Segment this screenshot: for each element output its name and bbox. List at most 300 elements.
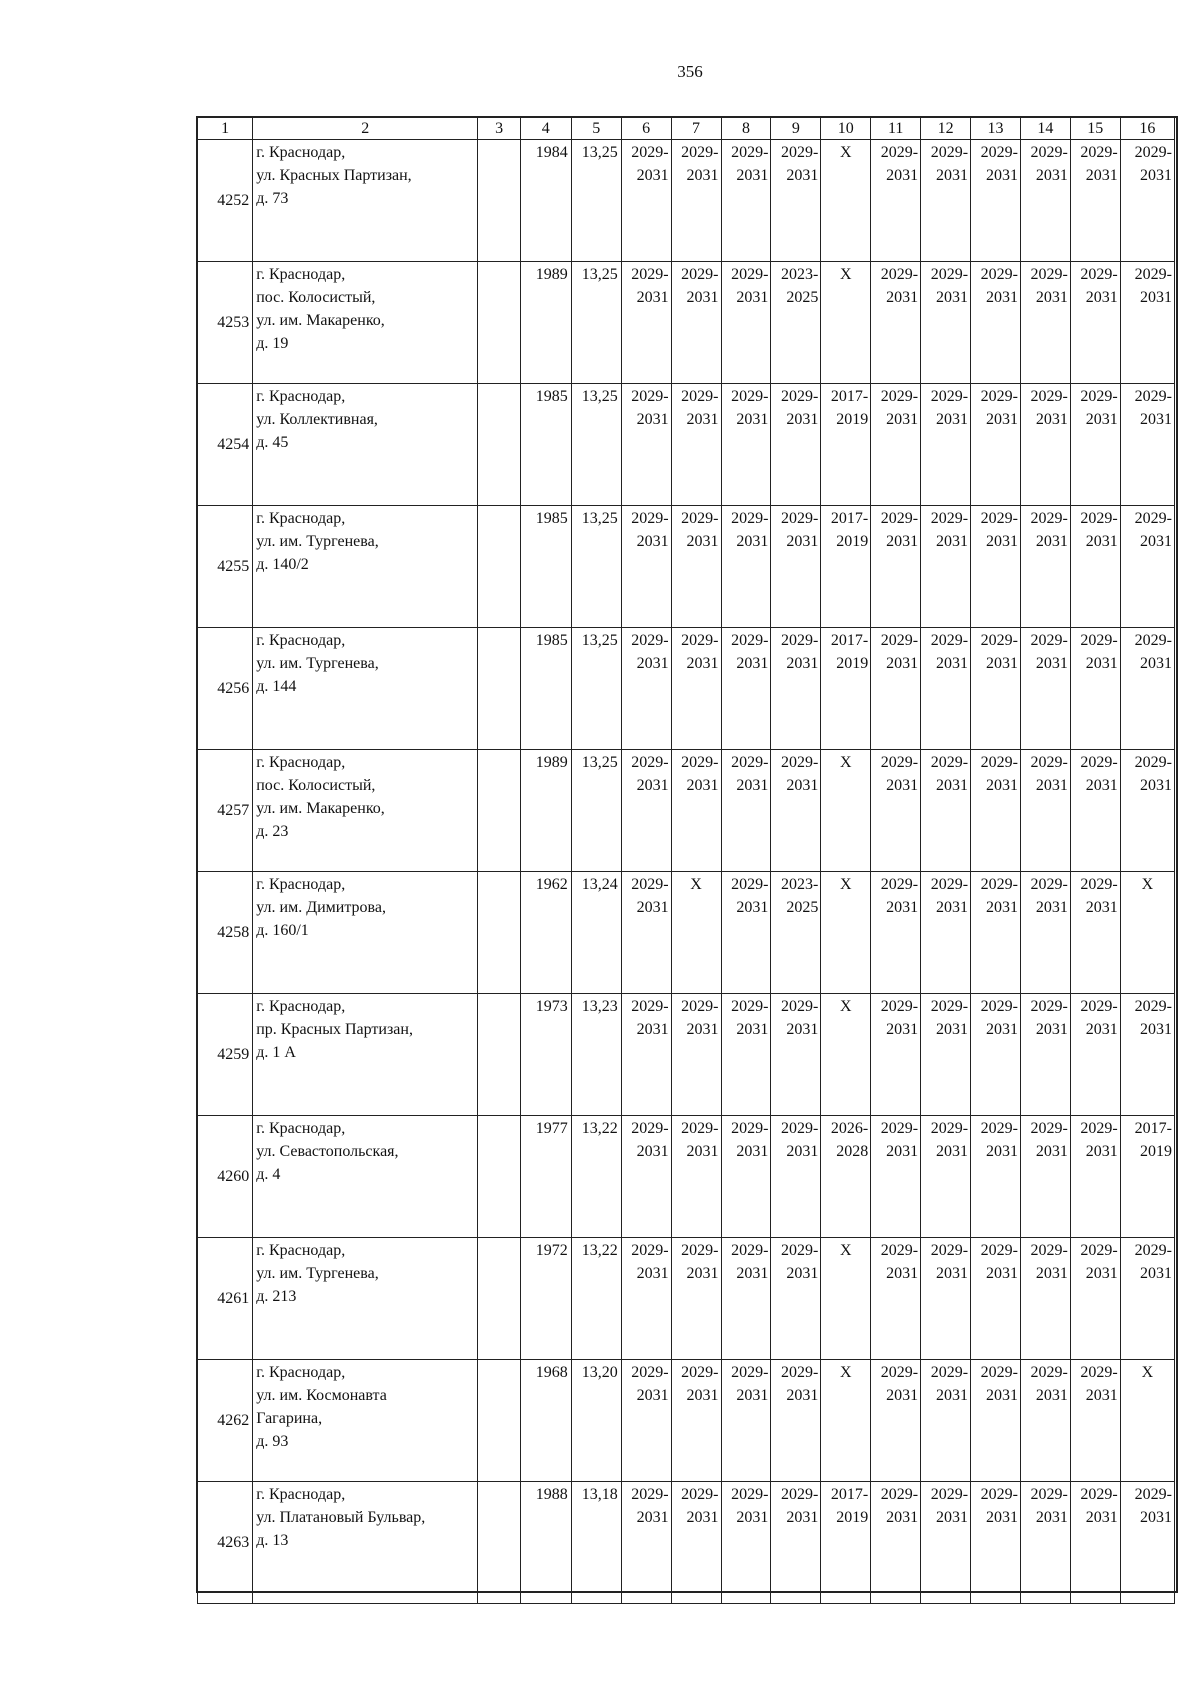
period-line: 2029- [731, 388, 769, 405]
period-line: 2031 [786, 1387, 819, 1404]
period-line: 2029- [1030, 1242, 1068, 1259]
address-line: г. Краснодар, [256, 1364, 346, 1381]
year-cell: 1972 [520, 1238, 571, 1360]
period-line: 2029- [780, 754, 819, 771]
period-line: 2029- [980, 754, 1018, 771]
address-line: ул. им. Тургенева, [256, 1265, 379, 1282]
period-line: 2031 [886, 1021, 919, 1038]
row-number: 4255 [198, 506, 253, 628]
period-line: 2031 [1035, 411, 1068, 428]
period-line: 2025 [786, 899, 819, 916]
period-line: 2031 [936, 899, 969, 916]
address-line: г. Краснодар, [256, 388, 346, 405]
period-line: 2029- [731, 1364, 769, 1381]
period-cell [621, 994, 671, 1116]
period-line: 2031 [985, 1143, 1018, 1160]
period-line: 2029- [780, 144, 819, 161]
value-cell: 13,25 [571, 140, 621, 262]
table-row [198, 872, 1175, 994]
period-line: 2029- [1080, 510, 1118, 527]
period-line: 2031 [786, 411, 819, 428]
period-line: 2031 [1140, 1509, 1172, 1526]
period-cell [971, 140, 1021, 262]
period-line: 2029- [1030, 998, 1068, 1015]
period-line: 2031 [1035, 777, 1068, 794]
period-line: 2029- [1080, 876, 1118, 893]
address-cell [253, 628, 478, 750]
period-line: 2031 [736, 1387, 769, 1404]
period-cell [621, 872, 671, 994]
address-line: д. 213 [256, 1288, 297, 1305]
period-cell [1020, 994, 1070, 1116]
empty-cell [478, 384, 520, 506]
column-header: 8 [721, 118, 771, 140]
period-cell-x: X [821, 750, 871, 872]
period-cell [921, 506, 971, 628]
address-line: пр. Красных Партизан, [256, 1021, 413, 1038]
period-cell [871, 140, 921, 262]
period-cell [1020, 628, 1070, 750]
period-line: 2029- [681, 266, 719, 283]
period-line: 2031 [1085, 655, 1118, 672]
period-cell [871, 506, 921, 628]
period-line: 2031 [985, 655, 1018, 672]
year-cell: 1977 [520, 1116, 571, 1238]
period-cell [771, 262, 821, 384]
period-cell [921, 994, 971, 1116]
period-line: 2031 [936, 1387, 969, 1404]
period-line: 2031 [1035, 167, 1068, 184]
address-line: г. Краснодар, [256, 1486, 346, 1503]
column-header: 15 [1070, 118, 1120, 140]
period-line: 2029- [1134, 266, 1172, 283]
year-cell: 1985 [520, 628, 571, 750]
period-line: 2029- [1134, 632, 1172, 649]
period-cell [671, 384, 721, 506]
row-number: 4257 [198, 750, 253, 872]
period-line: 2029- [731, 998, 769, 1015]
table-row [198, 262, 1175, 384]
address-line: ул. им. Космонавта [256, 1387, 387, 1404]
period-cell [771, 1116, 821, 1238]
column-header: 10 [821, 118, 871, 140]
period-line: 2031 [736, 1509, 769, 1526]
period-line: 2029- [930, 144, 969, 161]
period-cell [621, 1238, 671, 1360]
period-line: 2029- [631, 144, 669, 161]
period-line: 2029- [980, 388, 1018, 405]
period-line: 2029- [1030, 876, 1068, 893]
period-line: 2029- [780, 510, 819, 527]
period-cell [971, 994, 1021, 1116]
register-table [197, 117, 1175, 1604]
period-line: 2031 [1085, 289, 1118, 306]
period-cell [821, 628, 871, 750]
column-header: 1 [198, 118, 253, 140]
address-line: пос. Колосистый, [256, 777, 376, 794]
value-cell: 13,18 [571, 1482, 621, 1604]
period-line: 2019 [836, 411, 869, 428]
table-row [198, 1116, 1175, 1238]
period-line: 2031 [636, 777, 669, 794]
period-cell [671, 628, 721, 750]
period-line: 2031 [886, 411, 919, 428]
period-line: 2029- [1080, 632, 1118, 649]
period-cell [771, 384, 821, 506]
period-line: 2029- [681, 1486, 719, 1503]
period-line: 2031 [1035, 1387, 1068, 1404]
period-cell [671, 1482, 721, 1604]
address-line: ул. им. Димитрова, [256, 899, 386, 916]
period-line: 2031 [1085, 533, 1118, 550]
period-cell-x: X [821, 1360, 871, 1482]
empty-cell [478, 506, 520, 628]
period-cell [1120, 140, 1174, 262]
row-number: 4259 [198, 994, 253, 1116]
period-line: 2031 [736, 1021, 769, 1038]
address-line: д. 45 [256, 434, 289, 451]
period-cell [771, 1238, 821, 1360]
period-line: 2029- [1080, 1242, 1118, 1259]
period-line: 2031 [636, 1387, 669, 1404]
period-line: 2029- [631, 1120, 669, 1137]
address-cell [253, 994, 478, 1116]
period-line: 2029- [780, 998, 819, 1015]
period-cell [671, 262, 721, 384]
period-line: 2031 [1140, 1265, 1172, 1282]
period-line: 2029- [930, 754, 969, 771]
period-line: 2019 [1140, 1143, 1172, 1160]
period-line: 2031 [736, 1265, 769, 1282]
row-number: 4263 [198, 1482, 253, 1604]
period-line: 2031 [1140, 1021, 1172, 1038]
table-row [198, 140, 1175, 262]
address-line: ул. Красных Партизан, [256, 167, 412, 184]
period-cell [721, 994, 771, 1116]
period-line: 2031 [1140, 411, 1172, 428]
period-line: 2031 [1035, 1021, 1068, 1038]
period-cell-x: X [821, 262, 871, 384]
address-cell [253, 1116, 478, 1238]
period-cell [771, 506, 821, 628]
table-row [198, 750, 1175, 872]
period-cell [1120, 750, 1174, 872]
period-line: 2029- [880, 632, 919, 649]
period-cell [1120, 994, 1174, 1116]
period-line: 2029- [1080, 388, 1118, 405]
address-line: д. 13 [256, 1532, 289, 1549]
address-line: д. 1 А [256, 1044, 296, 1061]
period-line: 2029- [1134, 1486, 1172, 1503]
period-cell [671, 1238, 721, 1360]
period-line: 2031 [886, 1387, 919, 1404]
period-cell [871, 750, 921, 872]
period-line: 2031 [886, 167, 919, 184]
period-line: 2031 [936, 655, 969, 672]
row-number: 4256 [198, 628, 253, 750]
period-line: 2029- [1030, 1486, 1068, 1503]
period-cell [1120, 262, 1174, 384]
period-cell [971, 506, 1021, 628]
period-cell [671, 750, 721, 872]
period-line: 2029- [631, 510, 669, 527]
period-cell [821, 384, 871, 506]
period-cell [971, 1482, 1021, 1604]
period-line: 2031 [1035, 899, 1068, 916]
period-cell-x: X [821, 140, 871, 262]
period-cell [721, 384, 771, 506]
period-line: 2029- [731, 510, 769, 527]
address-line: ул. им. Тургенева, [256, 533, 379, 550]
address-line: г. Краснодар, [256, 998, 346, 1015]
empty-cell [478, 1360, 520, 1482]
period-line: 2029- [930, 266, 969, 283]
period-line: 2031 [936, 777, 969, 794]
period-cell [721, 140, 771, 262]
period-cell [721, 262, 771, 384]
period-line: 2031 [786, 1021, 819, 1038]
row-number: 4261 [198, 1238, 253, 1360]
period-line: 2019 [836, 1509, 869, 1526]
column-header: 13 [971, 118, 1021, 140]
empty-cell [478, 1482, 520, 1604]
period-line: 2031 [936, 1021, 969, 1038]
period-line: 2023- [780, 266, 819, 283]
period-line: 2029- [980, 266, 1018, 283]
period-cell [971, 1116, 1021, 1238]
period-cell [721, 750, 771, 872]
period-line: 2029- [880, 998, 919, 1015]
period-line: 2029- [731, 1242, 769, 1259]
period-line: 2031 [686, 1021, 719, 1038]
period-cell [1120, 1238, 1174, 1360]
address-cell [253, 262, 478, 384]
period-cell [871, 1360, 921, 1482]
period-line: 2031 [736, 533, 769, 550]
period-line: 2029- [1030, 1120, 1068, 1137]
period-line: 2017- [830, 1486, 869, 1503]
period-line: 2017- [830, 510, 869, 527]
period-cell [771, 872, 821, 994]
period-line: 2031 [736, 167, 769, 184]
period-line: 2031 [886, 655, 919, 672]
period-cell-x: X [821, 872, 871, 994]
period-line: 2029- [1080, 266, 1118, 283]
period-cell [1120, 384, 1174, 506]
period-cell [1020, 140, 1070, 262]
empty-cell [478, 628, 520, 750]
period-line: 2019 [836, 655, 869, 672]
period-line: 2031 [886, 1265, 919, 1282]
column-header: 7 [671, 118, 721, 140]
period-line: 2029- [880, 876, 919, 893]
period-line: 2029- [980, 998, 1018, 1015]
period-cell [921, 1116, 971, 1238]
period-cell [1020, 750, 1070, 872]
period-cell [1070, 140, 1120, 262]
period-cell [971, 384, 1021, 506]
address-cell [253, 506, 478, 628]
period-line: 2025 [786, 289, 819, 306]
period-cell [871, 1482, 921, 1604]
period-line: 2031 [636, 655, 669, 672]
period-cell [871, 1238, 921, 1360]
period-line: 2029- [1134, 1242, 1172, 1259]
address-line: г. Краснодар, [256, 510, 346, 527]
period-line: 2031 [636, 1021, 669, 1038]
period-line: 2029- [681, 1120, 719, 1137]
period-cell [821, 1482, 871, 1604]
value-cell: 13,25 [571, 384, 621, 506]
period-cell [1070, 1116, 1120, 1238]
period-cell [1020, 1238, 1070, 1360]
address-line: ул. им. Тургенева, [256, 655, 379, 672]
address-line: г. Краснодар, [256, 632, 346, 649]
period-line: 2031 [1140, 533, 1172, 550]
period-line: 2029- [930, 998, 969, 1015]
column-header: 4 [520, 118, 571, 140]
period-line: 2029- [880, 266, 919, 283]
period-line: 2031 [1140, 289, 1172, 306]
period-cell-x: X [671, 872, 721, 994]
period-cell [771, 1360, 821, 1482]
address-cell [253, 1482, 478, 1604]
empty-cell [478, 872, 520, 994]
period-cell-x: X [821, 994, 871, 1116]
period-line: 2031 [1035, 289, 1068, 306]
address-cell [253, 140, 478, 262]
period-line: 2031 [736, 1143, 769, 1160]
period-cell [1070, 262, 1120, 384]
period-line: 2031 [636, 167, 669, 184]
period-line: 2031 [686, 533, 719, 550]
period-line: 2029- [1080, 1120, 1118, 1137]
period-line: 2029- [731, 266, 769, 283]
value-cell: 13,25 [571, 506, 621, 628]
period-line: 2029- [880, 1120, 919, 1137]
period-line: 2031 [985, 1509, 1018, 1526]
period-line: 2029- [681, 1364, 719, 1381]
value-cell: 13,25 [571, 628, 621, 750]
period-line: 2031 [786, 1143, 819, 1160]
period-line: 2029- [880, 1242, 919, 1259]
period-cell-x: X [1120, 872, 1174, 994]
address-line: ул. Платановый Бульвар, [256, 1509, 426, 1526]
period-line: 2029- [631, 266, 669, 283]
period-cell [921, 140, 971, 262]
period-line: 2031 [786, 533, 819, 550]
period-line: 2029- [880, 510, 919, 527]
period-line: 2029- [1080, 1486, 1118, 1503]
address-line: д. 140/2 [256, 556, 309, 573]
period-line: 2031 [636, 533, 669, 550]
period-cell [721, 1482, 771, 1604]
period-line: 2029- [880, 754, 919, 771]
period-line: 2031 [886, 1509, 919, 1526]
column-header: 6 [621, 118, 671, 140]
period-line: 2029- [980, 1120, 1018, 1137]
value-cell: 13,22 [571, 1238, 621, 1360]
period-cell [1070, 1482, 1120, 1604]
period-line: 2031 [985, 411, 1018, 428]
period-cell [721, 872, 771, 994]
address-line: д. 160/1 [256, 922, 309, 939]
period-cell [1020, 384, 1070, 506]
period-line: 2031 [985, 777, 1018, 794]
period-line: 2031 [886, 289, 919, 306]
period-line: 2031 [886, 777, 919, 794]
period-cell [671, 1360, 721, 1482]
period-line: 2029- [980, 144, 1018, 161]
header-row [198, 118, 1175, 140]
period-line: 2031 [636, 899, 669, 916]
period-line: 2031 [936, 1265, 969, 1282]
period-cell [671, 994, 721, 1116]
period-cell [1120, 1482, 1174, 1604]
period-line: 2031 [1085, 167, 1118, 184]
period-line: 2029- [1030, 1364, 1068, 1381]
period-line: 2029- [780, 1120, 819, 1137]
period-line: 2031 [936, 289, 969, 306]
value-cell: 13,20 [571, 1360, 621, 1482]
period-line: 2031 [786, 167, 819, 184]
address-line: Гагарина, [256, 1410, 323, 1427]
row-number: 4254 [198, 384, 253, 506]
period-cell [671, 506, 721, 628]
period-cell [1070, 384, 1120, 506]
period-cell [1070, 628, 1120, 750]
address-line: д. 4 [256, 1166, 281, 1183]
period-cell [921, 1482, 971, 1604]
period-line: 2029- [980, 632, 1018, 649]
period-line: 2029- [631, 388, 669, 405]
value-cell: 13,22 [571, 1116, 621, 1238]
period-line: 2029- [930, 632, 969, 649]
period-line: 2029- [930, 510, 969, 527]
address-cell [253, 384, 478, 506]
period-line: 2029- [731, 144, 769, 161]
period-cell [921, 750, 971, 872]
address-line: д. 23 [256, 823, 289, 840]
column-header: 3 [478, 118, 520, 140]
period-cell [871, 994, 921, 1116]
table-row [198, 1360, 1175, 1482]
period-line: 2031 [686, 167, 719, 184]
period-line: 2029- [930, 1486, 969, 1503]
period-line: 2023- [780, 876, 819, 893]
period-line: 2031 [686, 777, 719, 794]
period-cell [621, 140, 671, 262]
period-line: 2031 [985, 167, 1018, 184]
period-line: 2031 [686, 411, 719, 428]
period-line: 2017- [1134, 1120, 1172, 1137]
period-cell [1120, 506, 1174, 628]
period-line: 2029- [681, 998, 719, 1015]
period-line: 2031 [686, 1387, 719, 1404]
period-line: 2019 [836, 533, 869, 550]
period-cell [771, 140, 821, 262]
column-header: 16 [1120, 118, 1174, 140]
period-line: 2031 [1085, 1265, 1118, 1282]
address-line: д. 73 [256, 190, 289, 207]
period-cell [871, 872, 921, 994]
period-line: 2029- [631, 632, 669, 649]
period-cell [621, 750, 671, 872]
period-line: 2031 [1035, 1509, 1068, 1526]
address-line: д. 144 [256, 678, 297, 695]
period-line: 2031 [1035, 1143, 1068, 1160]
period-line: 2029- [1030, 266, 1068, 283]
